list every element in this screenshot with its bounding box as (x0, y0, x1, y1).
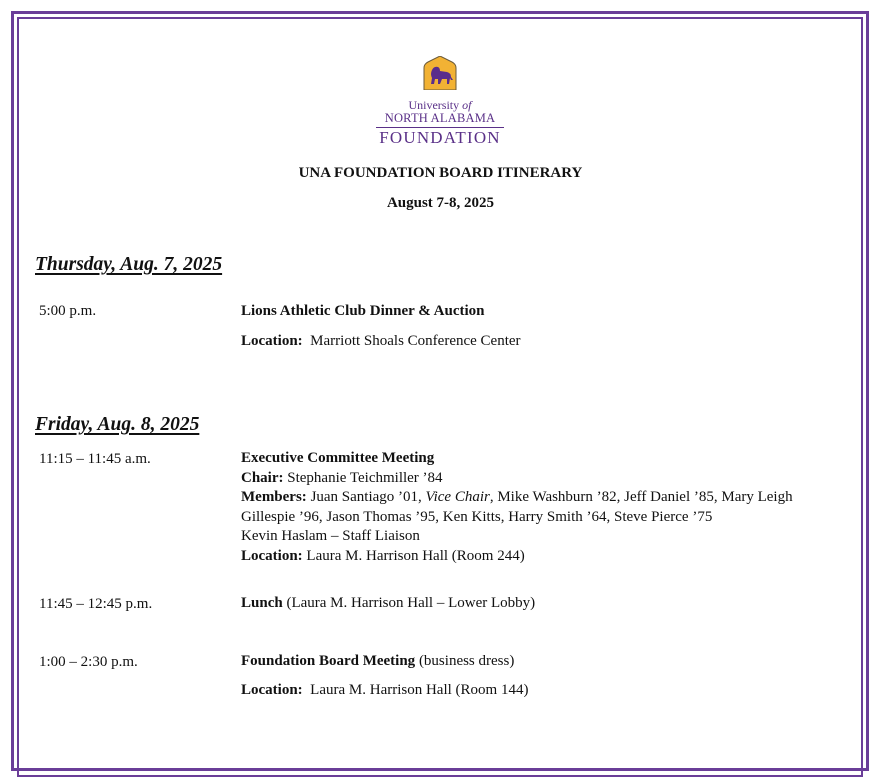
event-time: 1:00 – 2:30 p.m. (39, 654, 138, 670)
logo-north-alabama-text: NORTH ALABAMA (384, 111, 496, 125)
event-lions-dinner (241, 302, 841, 351)
event-chair: Chair: Stephanie Teichmiller ’84 (241, 469, 443, 486)
event-executive-committee (241, 449, 841, 566)
lion-emblem-icon (422, 56, 458, 90)
event-lunch: Lunch (Laura M. Harrison Hall – Lower Lobby) (241, 595, 536, 611)
event-location: Location: Laura M. Harrison Hall (Room 144) (241, 681, 529, 698)
event-time: 11:45 – 12:45 p.m. (39, 596, 153, 612)
una-foundation-logo (370, 56, 510, 147)
event-location: Location: Laura M. Harrison Hall (Room 244) (241, 547, 525, 564)
day-heading-thursday: Thursday, Aug. 7, 2025 (35, 254, 223, 275)
event-title: Lions Athletic Club Dinner & Auction (241, 303, 485, 319)
event-liaison: Kevin Haslam – Staff Liaison (241, 528, 420, 544)
event-time: 11:15 – 11:45 a.m. (39, 451, 151, 467)
event-title: Foundation Board Meeting (business dress) (241, 653, 515, 669)
document-title: UNA FOUNDATION BOARD ITINERARY (298, 165, 583, 181)
event-board-meeting (241, 652, 841, 700)
logo-university-text: University of (408, 98, 472, 112)
event-time: 5:00 p.m. (39, 303, 97, 319)
day-heading-friday: Friday, Aug. 8, 2025 (35, 414, 200, 435)
document-dates: August 7-8, 2025 (386, 195, 495, 211)
event-members: Members: Juan Santiago ’01, Vice Chair, Mike Washburn ’82, Jeff Daniel ’85, Mary Leigh Gillespie ’96, Jason Thomas ’95, Ken Kitts, Harry Smith ’64, Steve Pierce ’75 (241, 489, 793, 525)
event-title: Executive Committee Meeting (241, 450, 435, 466)
logo-foundation-text: FOUNDATION (379, 128, 501, 147)
event-location: Location: Marriott Shoals Conference Center (241, 332, 521, 349)
